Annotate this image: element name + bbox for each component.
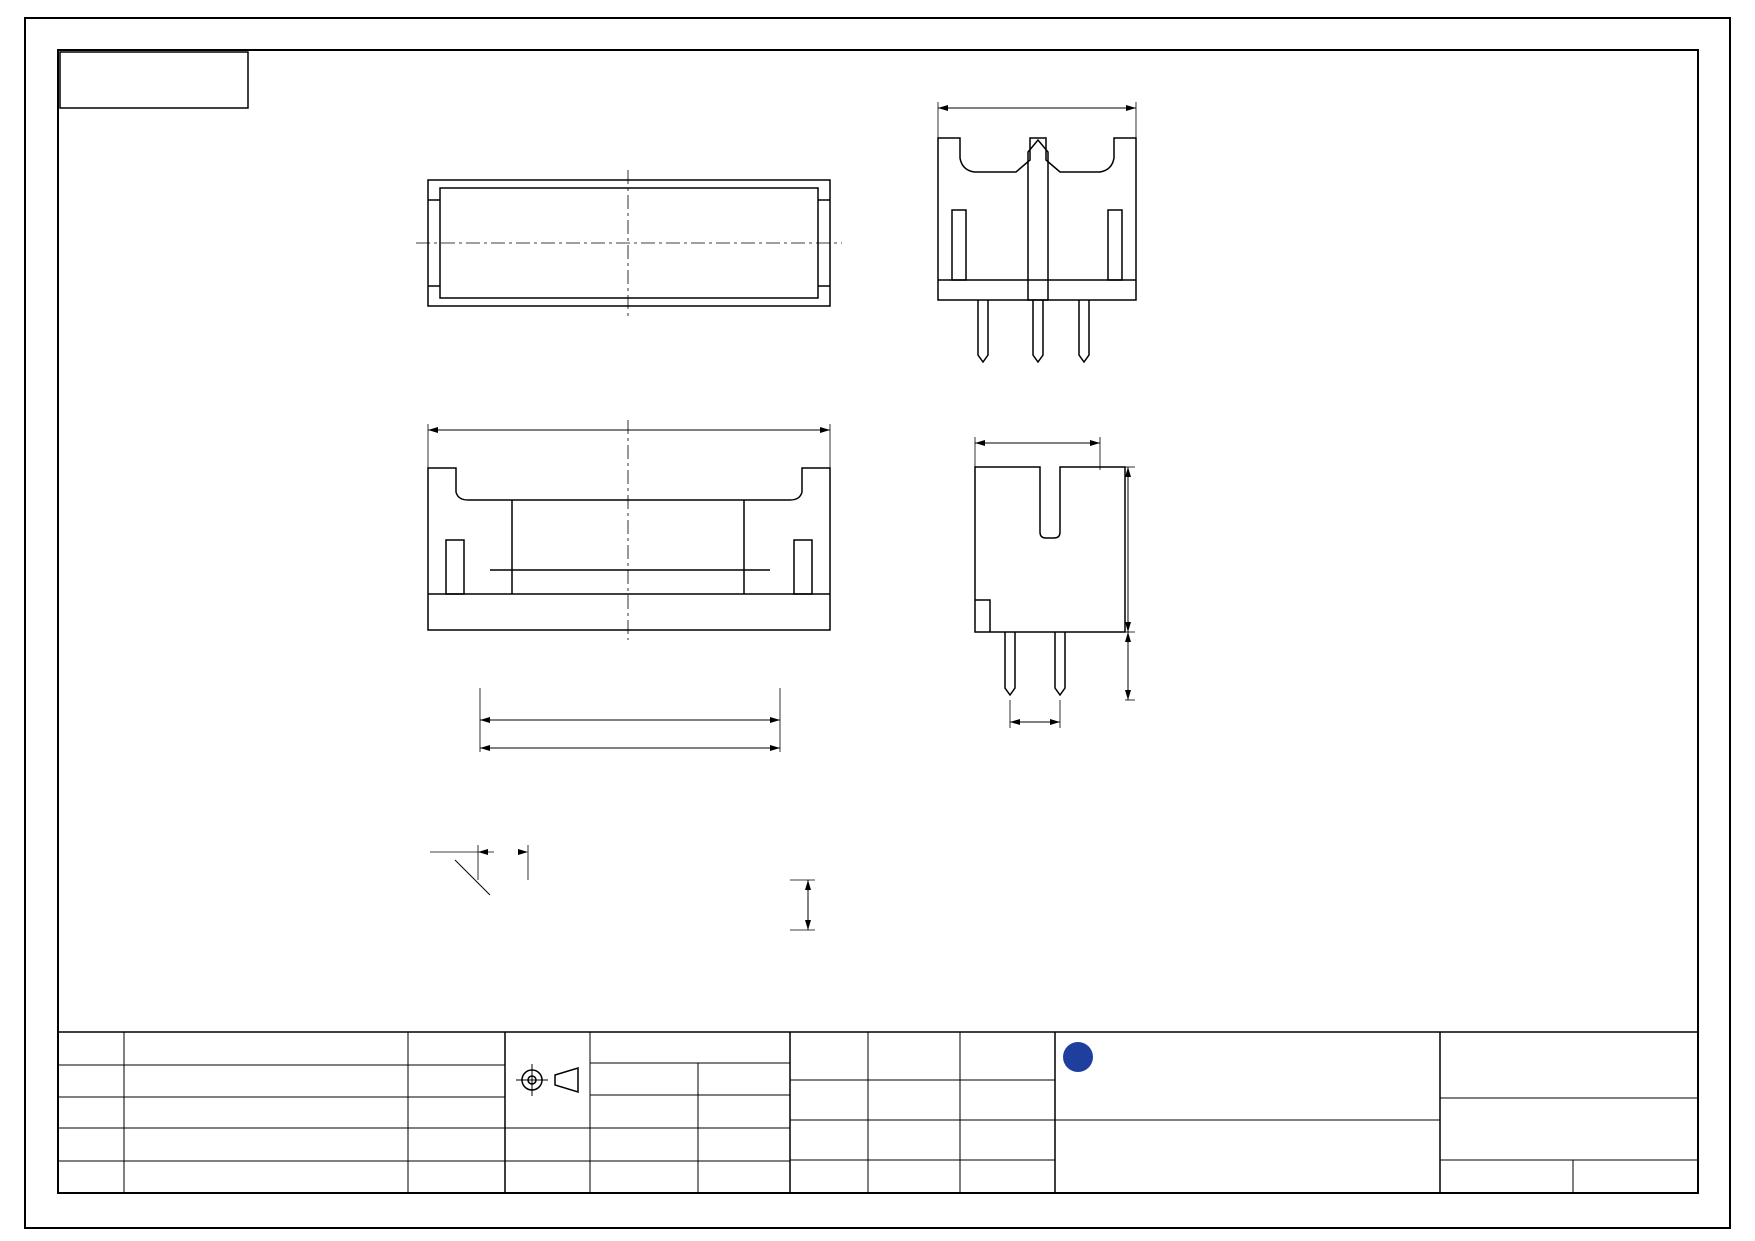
- pcb-layout: [428, 0, 815, 930]
- top-view: [416, 170, 842, 316]
- pin-table: [60, 52, 248, 108]
- title-block: [58, 1032, 1698, 1193]
- projection-symbol: [516, 1064, 578, 1096]
- frame: [25, 18, 1730, 1228]
- company-logo: [1063, 1042, 1093, 1072]
- side-view: [938, 102, 1136, 362]
- end-view: [975, 437, 1135, 728]
- front-view: [428, 420, 830, 752]
